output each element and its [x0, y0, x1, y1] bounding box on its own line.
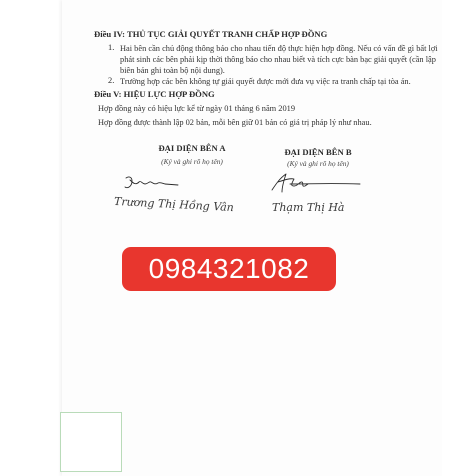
clause-4-title [94, 29, 327, 39]
clause-5-title [94, 89, 215, 99]
phone-number-banner [122, 247, 336, 291]
clause-4-item-1-text: Hai bên cần chủ động thông báo cho nhau tiến độ thực hiện hợp đồng. Nếu có vấn đề gì bất lợi phát sinh các bên phải kịp thời thông báo cho nhau biết và tích cực bàn bạc giải quyết (cần lập biên bản ghi toàn bộ nội dung). [120, 44, 438, 75]
clause-5-line-2: Hợp đồng được thành lập 02 bản, mỗi bên giữ 01 bản có giá trị pháp lý như nhau. [98, 118, 372, 127]
clause-4-item-1-number: 1. [108, 43, 115, 52]
party-a-title: ĐẠI DIỆN BÊN A [158, 143, 226, 153]
party-b-signature [268, 170, 364, 196]
phone-number: 0984321082 [148, 253, 310, 284]
thumbnail-frame[interactable] [60, 412, 122, 472]
contract-page [62, 0, 442, 476]
party-a-handwritten-name: Trương Thị Hồng Vân [113, 194, 235, 215]
clause-4-item-2-text: Trường hợp các bên không tự giải quyết được mới đưa vụ việc ra tranh chấp tại tòa án. [120, 77, 411, 86]
party-b-handwritten-name: Thạm Thị Hà [272, 201, 345, 214]
party-a-signature [120, 172, 200, 194]
clause-5-label: Điều V: [94, 89, 122, 99]
clause-4-heading: THỦ TỤC GIẢI QUYẾT TRANH CHẤP HỢP ĐỒNG [126, 29, 328, 39]
party-b-subtitle: (Ký và ghi rõ họ tên) [287, 159, 349, 168]
clause-4-item-2-number: 2. [108, 76, 115, 85]
clause-5-heading: HIỆU LỰC HỢP ĐỒNG [123, 89, 215, 99]
clause-4-label: Điều IV: [94, 29, 125, 39]
clause-5-line-1: Hợp đồng này có hiệu lực kể từ ngày 01 tháng 6 năm 2019 [98, 104, 296, 113]
party-a-subtitle: (Ký và ghi rõ họ tên) [161, 157, 223, 166]
party-b-title: ĐẠI DIỆN BÊN B [284, 147, 352, 157]
